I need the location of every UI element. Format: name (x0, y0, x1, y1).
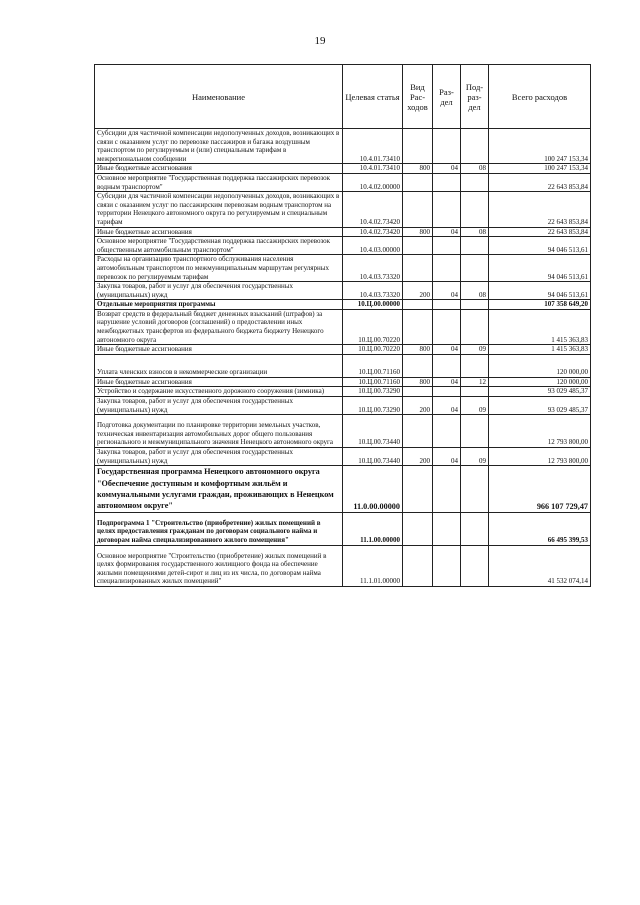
cell-total: 1 415 363,83 (489, 345, 591, 355)
cell-name: Отдельные мероприятия программы (95, 300, 343, 310)
cell-target: 10.4.02.73420 (343, 227, 403, 237)
cell-subsection (461, 354, 489, 377)
cell-target: 10.Ц.00.71160 (343, 354, 403, 377)
cell-subsection (461, 387, 489, 397)
table-row (95, 255, 591, 282)
cell-kind (403, 354, 433, 377)
cell-total: 93 029 485,37 (489, 397, 591, 415)
cell-total: 94 046 513,61 (489, 282, 591, 300)
table-row (95, 545, 591, 586)
header-total: Всего расходов (489, 65, 591, 129)
cell-target: 10.4.03.73320 (343, 255, 403, 282)
cell-name: Субсидии для частичной компенсации недополученных доходов, возникающих в связи с оказанием услуг по перевозке пассажиров и багажа воздушным транспортом по регулируемым и (или) специальным тарифам в межрегиональном сообщении (95, 129, 343, 164)
cell-kind (403, 309, 433, 344)
table-row (95, 129, 591, 164)
cell-name: Иные бюджетные ассигнования (95, 345, 343, 355)
budget-table (94, 64, 591, 587)
cell-target: 10.4.01.73410 (343, 164, 403, 174)
cell-total: 41 532 074,14 (489, 545, 591, 586)
cell-subsection: 09 (461, 345, 489, 355)
cell-name: Иные бюджетные ассигнования (95, 377, 343, 387)
cell-name: Основное мероприятие "Государственная поддержка пассажирских перевозок общественным автомобильным транспортом" (95, 237, 343, 255)
cell-target: 11.1.01.00000 (343, 545, 403, 586)
table-row (95, 377, 591, 387)
cell-target: 10.4.02.00000 (343, 173, 403, 191)
cell-target: 10.Ц.00.73440 (343, 415, 403, 448)
table-row (95, 397, 591, 415)
cell-total: 22 643 853,84 (489, 173, 591, 191)
cell-kind: 200 (403, 282, 433, 300)
cell-kind (403, 173, 433, 191)
cell-section: 04 (433, 282, 461, 300)
table-row (95, 448, 591, 466)
cell-total: 120 000,00 (489, 377, 591, 387)
cell-subsection (461, 466, 489, 513)
cell-name: Возврат средств в федеральный бюджет денежных взысканий (штрафов) за нарушение условий договоров (соглашений) о предоставлении иных межбюджетных трансфертов из федерального бюджета бюджету Ненецкого автономного округа (95, 309, 343, 344)
cell-section (433, 255, 461, 282)
cell-kind (403, 255, 433, 282)
cell-kind: 200 (403, 448, 433, 466)
cell-subsection: 08 (461, 282, 489, 300)
cell-subsection (461, 300, 489, 310)
cell-section: 04 (433, 448, 461, 466)
cell-section (433, 512, 461, 545)
cell-subsection (461, 255, 489, 282)
cell-kind (403, 300, 433, 310)
cell-name: Закупка товаров, работ и услуг для обеспечения государственных (муниципальных) нужд (95, 282, 343, 300)
cell-section: 04 (433, 227, 461, 237)
cell-section (433, 300, 461, 310)
cell-target: 10.Ц.00.70220 (343, 345, 403, 355)
cell-target: 10.4.03.73320 (343, 282, 403, 300)
table-row (95, 192, 591, 227)
header-name: Наименование (95, 65, 343, 129)
cell-subsection: 12 (461, 377, 489, 387)
cell-kind (403, 466, 433, 513)
cell-total: 22 643 853,84 (489, 227, 591, 237)
cell-name: Основное мероприятие "Государственная поддержка пассажирских перевозок водным транспортом" (95, 173, 343, 191)
cell-section: 04 (433, 164, 461, 174)
cell-subsection (461, 129, 489, 164)
cell-total: 66 495 399,53 (489, 512, 591, 545)
cell-total: 100 247 153,34 (489, 164, 591, 174)
cell-total: 22 643 853,84 (489, 192, 591, 227)
table-row (95, 415, 591, 448)
table-row (95, 282, 591, 300)
cell-section (433, 415, 461, 448)
cell-section (433, 237, 461, 255)
cell-subsection (461, 545, 489, 586)
cell-name: Закупка товаров, работ и услуг для обеспечения государственных (муниципальных) нужд (95, 448, 343, 466)
cell-name: Государственная программа Ненецкого автономного округа "Обеспечение доступным и комфортным жильём и коммунальными услугами граждан, проживающих в Ненецком автономном округе" (95, 466, 343, 513)
cell-subsection: 09 (461, 448, 489, 466)
table-row (95, 237, 591, 255)
cell-subsection (461, 192, 489, 227)
cell-section (433, 545, 461, 586)
cell-kind (403, 387, 433, 397)
cell-kind: 200 (403, 397, 433, 415)
cell-target: 10.Ц.00.73440 (343, 448, 403, 466)
cell-section: 04 (433, 377, 461, 387)
cell-total: 100 247 153,34 (489, 129, 591, 164)
table-header-row (95, 65, 591, 129)
table-row (95, 466, 591, 513)
cell-name: Устройство и содержание искусственного дорожного сооружения (зимника) (95, 387, 343, 397)
table-row (95, 173, 591, 191)
table-row (95, 227, 591, 237)
cell-target: 10.Ц.00.73290 (343, 387, 403, 397)
cell-target: 11.1.00.00000 (343, 512, 403, 545)
cell-total: 120 000,00 (489, 354, 591, 377)
cell-section (433, 354, 461, 377)
cell-kind: 800 (403, 345, 433, 355)
header-section: Раз- дел (433, 65, 461, 129)
cell-total: 94 046 513,61 (489, 255, 591, 282)
cell-total: 107 358 649,20 (489, 300, 591, 310)
page-number: 19 (314, 35, 326, 47)
table-row (95, 300, 591, 310)
cell-kind (403, 237, 433, 255)
cell-target: 10.4.01.73410 (343, 129, 403, 164)
cell-target: 10.4.03.00000 (343, 237, 403, 255)
cell-name: Уплата членских взносов в некоммерческие организации (95, 354, 343, 377)
cell-total: 94 046 513,61 (489, 237, 591, 255)
cell-name: Иные бюджетные ассигнования (95, 164, 343, 174)
cell-target: 11.0.00.00000 (343, 466, 403, 513)
cell-name: Основное мероприятие "Строительство (приобретение) жилых помещений в целях формирования государственного жилищного фонда на обеспечение жилыми помещениями детей-сирот и лиц из их числа, по договорам найма специализированных жилых помещений" (95, 545, 343, 586)
cell-target: 10.4.02.73420 (343, 192, 403, 227)
cell-total: 966 107 729,47 (489, 466, 591, 513)
cell-total: 12 793 800,00 (489, 415, 591, 448)
cell-subsection (461, 309, 489, 344)
cell-name: Расходы на организацию транспортного обслуживания населения автомобильным транспортом по межмуниципальным маршрутам регулярных перевозок по регулируемым тарифам (95, 255, 343, 282)
cell-target: 10.Ц.00.00000 (343, 300, 403, 310)
cell-kind (403, 545, 433, 586)
cell-total: 12 793 800,00 (489, 448, 591, 466)
cell-subsection: 09 (461, 397, 489, 415)
table-row (95, 164, 591, 174)
header-target: Целевая статья (343, 65, 403, 129)
cell-total: 93 029 485,37 (489, 387, 591, 397)
cell-kind (403, 512, 433, 545)
cell-section (433, 466, 461, 513)
table-row (95, 345, 591, 355)
cell-section (433, 387, 461, 397)
cell-kind: 800 (403, 227, 433, 237)
table-row (95, 309, 591, 344)
cell-kind (403, 129, 433, 164)
table-row (95, 387, 591, 397)
cell-subsection (461, 415, 489, 448)
cell-kind: 800 (403, 164, 433, 174)
cell-name: Подготовка документации по планировке территории земельных участков, техническая инвентаризация автомобильных дорог общего пользования регионального и межмуниципального значения Ненецкого автономного округа (95, 415, 343, 448)
cell-name: Закупка товаров, работ и услуг для обеспечения государственных (муниципальных) нужд (95, 397, 343, 415)
cell-name: Подпрограмма 1 "Строительство (приобретение) жилых помещений в целях предоставления гражданам по договорам социального найма и договорам найма специализированного жилого помещения" (95, 512, 343, 545)
header-subsection: Под- раз- дел (461, 65, 489, 129)
cell-target: 10.Ц.00.71160 (343, 377, 403, 387)
cell-section (433, 309, 461, 344)
cell-subsection (461, 512, 489, 545)
cell-section: 04 (433, 397, 461, 415)
cell-total: 1 415 363,83 (489, 309, 591, 344)
table-row (95, 354, 591, 377)
cell-subsection: 08 (461, 227, 489, 237)
cell-name: Субсидии для частичной компенсации недополученных доходов, возникающих в связи с оказанием услуг по пассажирским перевозкам водным транспортом на территории Ненецкого автономного округа по регулируемым и специальным тарифам (95, 192, 343, 227)
table-row (95, 512, 591, 545)
cell-kind (403, 415, 433, 448)
cell-section: 04 (433, 345, 461, 355)
cell-subsection (461, 237, 489, 255)
cell-target: 10.Ц.00.73290 (343, 397, 403, 415)
cell-subsection (461, 173, 489, 191)
cell-subsection: 08 (461, 164, 489, 174)
cell-section (433, 173, 461, 191)
header-kind: Вид Рас- ходов (403, 65, 433, 129)
cell-name: Иные бюджетные ассигнования (95, 227, 343, 237)
cell-kind (403, 192, 433, 227)
table-body (95, 129, 591, 587)
cell-kind: 800 (403, 377, 433, 387)
cell-target: 10.Ц.00.70220 (343, 309, 403, 344)
cell-section (433, 129, 461, 164)
cell-section (433, 192, 461, 227)
